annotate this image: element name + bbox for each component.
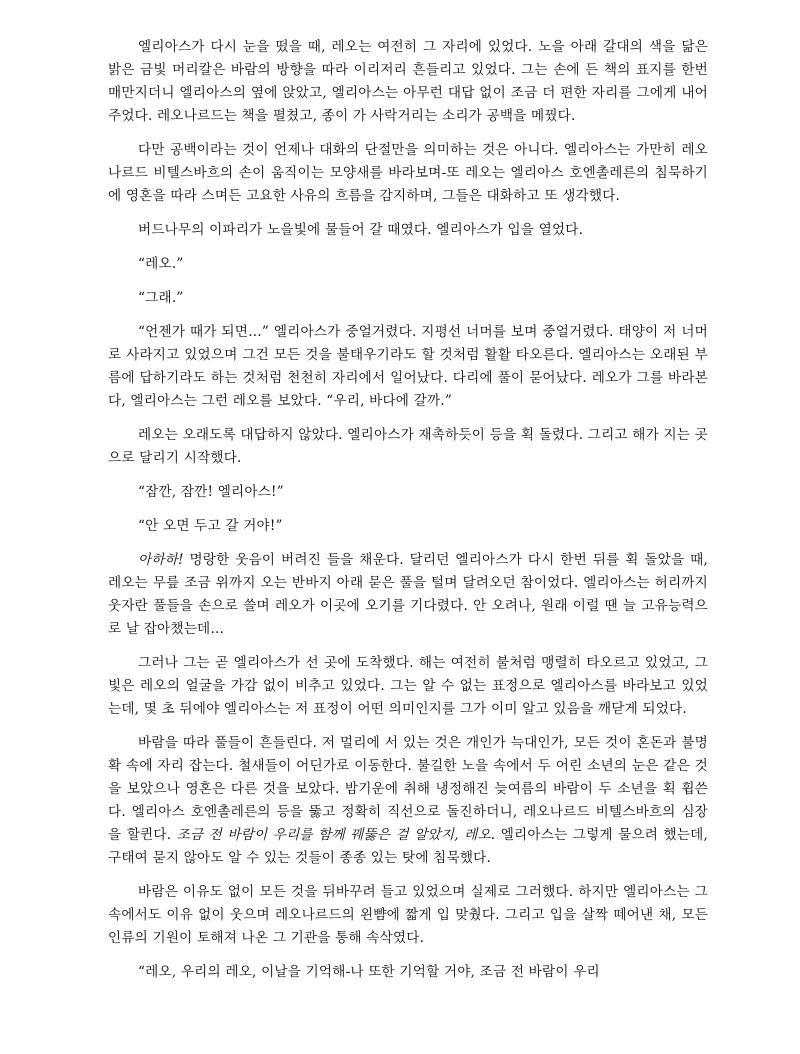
text-run: 바람을 따라 풀들이 흔들린다. 저 멀리에 서 있는 것은 개인가 늑대인가, 모든 것이 혼돈과 불명확 속에 자리 잡는다. 철새들이 어딘가로 이동한다. 불길한 노을 속에서 두 어린 소년의 눈은 같은 것을 보았으나 영혼은 다른 것을 보았다. 밤기운에 취해 냉정해진 늦여름의 바람이 두 소년을 획 휩쓴다. 엘리아스 호엔촐레른의 등을 뚫고 정확히 직선으로 돌진하더니, 레오나르드 비텔스바흐의 심장을 할퀸다. <box>108 735 708 843</box>
text-run: “그래.” <box>138 290 184 306</box>
paragraph <box>108 515 708 538</box>
paragraph <box>108 961 708 984</box>
text-run: 명랑한 웃음이 버려진 들을 채운다. 달리던 엘리아스가 다시 한번 뒤를 획 돌았을 때, 레오는 무릎 조금 위까지 오는 반바지 아래 묻은 풀을 털며 달려오던 참이었다. 엘리아스는 허리까지 웃자란 풀들을 손으로 쓸며 레오가 이곳에 오기를 기다렸다. 안 오려나, 원래 이럴 땐 늘 고유능력으로 날 잡아챘는데… <box>108 552 708 637</box>
paragraph <box>108 139 708 208</box>
italic-text: 아하하! <box>138 552 184 568</box>
paragraph <box>108 732 708 870</box>
text-run: “레오.” <box>138 256 184 272</box>
paragraph <box>108 549 708 641</box>
text-run: “언젠가 때가 되면…” 엘리아스가 중얼거렸다. 지평선 너머를 보며 중얼거렸다. 태양이 저 너머로 사라지고 있었으며 그건 모든 것을 불태우기라도 할 것처럼 활활 타오른다. 엘리아스는 오래된 부름에 답하기라도 하는 것처럼 천천히 자리에서 일어났다. 다리에 풀이 묻어났다. 레오가 그를 바라본다, 엘리아스는 그런 레오를 보았다. “우리, 바다에 갈까.” <box>108 324 708 409</box>
paragraph <box>108 652 708 721</box>
text-run: 버드나무의 이파리가 노을빛에 물들어 갈 때였다. 엘리아스가 입을 열었다. <box>138 222 584 238</box>
italic-text: 조금 전 바람이 우리를 함께 꿰뚫은 걸 알았지, 레오. <box>176 827 496 843</box>
paragraph <box>108 36 708 128</box>
text-run: 엘리아스는 그렇게 물으려 했는데, 구태여 묻지 않아도 알 수 있는 것들이 종종 있는 탓에 침묵했다. <box>108 827 709 866</box>
paragraph <box>108 253 708 276</box>
paragraph <box>108 481 708 504</box>
paragraph <box>108 287 708 310</box>
text-run: 엘리아스가 다시 눈을 떴을 때, 레오는 여전히 그 자리에 있었다. 노을 아래 갈대의 색을 닮은 밝은 금빛 머리칼은 바람의 방향을 따라 이리저리 흔들리고 있었다. 그는 손에 든 책의 표지를 한번 매만지더니 엘리아스의 옆에 앉았고, 엘리아스는 아무런 대답 없이 조금 더 편한 자리를 그에게 내어주었다. 레오나르드는 책을 펼쳤고, 종이 가 사락거리는 소리가 공백을 메꿨다. <box>108 39 708 124</box>
text-run: “잠깐, 잠깐! 엘리아스!” <box>138 484 284 500</box>
paragraph <box>108 219 708 242</box>
text-run: “레오, 우리의 레오, 이날을 기억해-나 또한 기억할 거야, 조금 전 바람이 우리 <box>138 964 600 980</box>
text-run: 레오는 오래도록 대답하지 않았다. 엘리아스가 재촉하듯이 등을 획 돌렸다. 그리고 해가 지는 곳으로 달리기 시작했다. <box>108 427 708 466</box>
paragraph <box>108 424 708 470</box>
text-run: 다만 공백이라는 것이 언제나 대화의 단절만을 의미하는 것은 아니다. 엘리아스는 가만히 레오나르드 비텔스바흐의 손이 움직이는 모양새를 바라보며-또 레오는 엘리아스 호엔촐레른의 침묵하기에 영혼을 따라 스며든 고요한 사유의 흐름을 감지하며, 그들은 대화하고 또 생각했다. <box>108 142 708 204</box>
text-run: 그러나 그는 곧 엘리아스가 선 곳에 도착했다. 해는 여전히 불처럼 맹렬히 타오르고 있었고, 그 빛은 레오의 얼굴을 가감 없이 비추고 있었다. 그는 알 수 없는 표정으로 엘리아스를 바라보고 있었는데, 몇 초 뒤에야 엘리아스는 저 표정이 어떤 의미인지를 그가 이미 알고 있음을 깨닫게 되었다. <box>108 655 708 717</box>
text-run: “안 오면 두고 갈 거야!” <box>138 518 283 534</box>
text-run: 바람은 이유도 없이 모든 것을 뒤바꾸려 들고 있었으며 실제로 그러했다. 하지만 엘리아스는 그 속에서도 이유 없이 웃으며 레오나르드의 왼뺨에 짧게 입 맞췄다. 그리고 입을 살짝 떼어낸 채, 모든 인류의 기원이 토해져 나온 그 기관을 통해 속삭였다. <box>108 884 708 946</box>
document-page <box>108 36 708 995</box>
paragraph <box>108 321 708 413</box>
paragraph <box>108 881 708 950</box>
